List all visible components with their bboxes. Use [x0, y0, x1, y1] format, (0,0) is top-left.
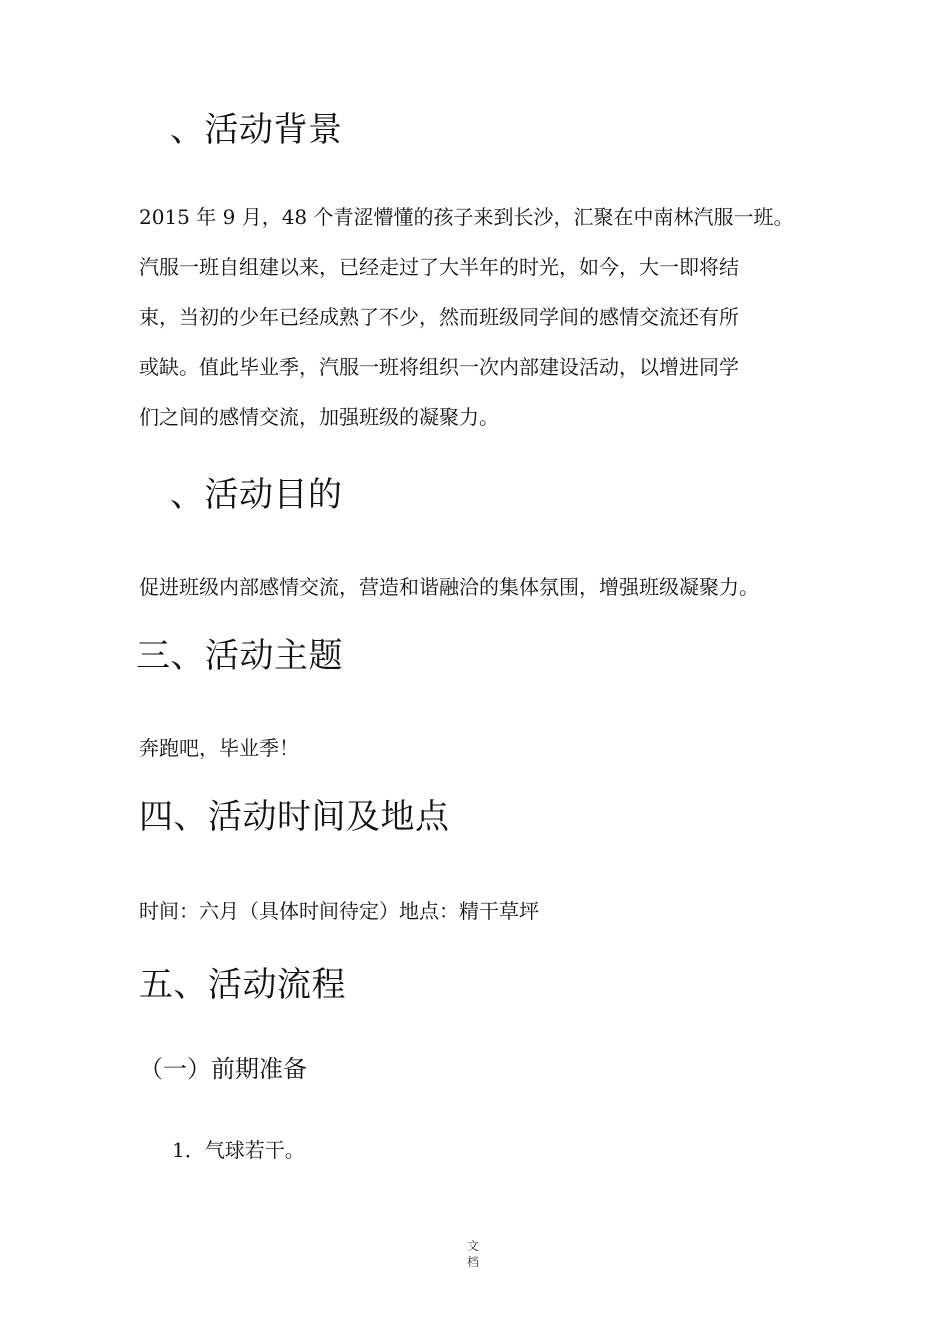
section-process-heading: 五、活动流程	[139, 965, 346, 1005]
section-purpose-text: 促进班级内部感情交流，营造和谐融洽的集体氛围，增强班级凝聚力。	[139, 575, 759, 599]
paragraph-line: 们之间的感情交流，加强班级的凝聚力。	[139, 405, 499, 429]
section-background-heading: 、活动背景	[170, 110, 343, 150]
section-background-paragraph	[139, 192, 839, 442]
section-time-place-text: 时间：六月（具体时间待定）地点：精干草坪	[139, 899, 539, 923]
paragraph-line: 2015 年 9 月，48 个青涩懵懂的孩子来到长沙，汇聚在中南林汽服一班。	[139, 205, 794, 229]
section-time-place-heading: 四、活动时间及地点	[139, 797, 450, 837]
section-process-item-1: 1．气球若干。	[172, 1138, 305, 1162]
paragraph-line: 汽服一班自组建以来，已经走过了大半年的时光，如今，大一即将结	[139, 255, 739, 279]
paragraph-line: 束，当初的少年已经成熟了不少，然而班级同学间的感情交流还有所	[139, 305, 739, 329]
page-footer	[466, 1238, 480, 1270]
section-theme-heading: 三、活动主题	[136, 636, 343, 676]
paragraph-line: 或缺。值此毕业季，汽服一班将组织一次内部建设活动，以增进同学	[139, 355, 739, 379]
section-theme-text: 奔跑吧，毕业季！	[139, 736, 299, 760]
footer-line-1: 文	[466, 1239, 479, 1253]
section-purpose-heading: 、活动目的	[170, 475, 343, 515]
section-process-sub-heading: （一）前期准备	[139, 1055, 307, 1083]
footer-line-2: 档	[466, 1255, 479, 1269]
